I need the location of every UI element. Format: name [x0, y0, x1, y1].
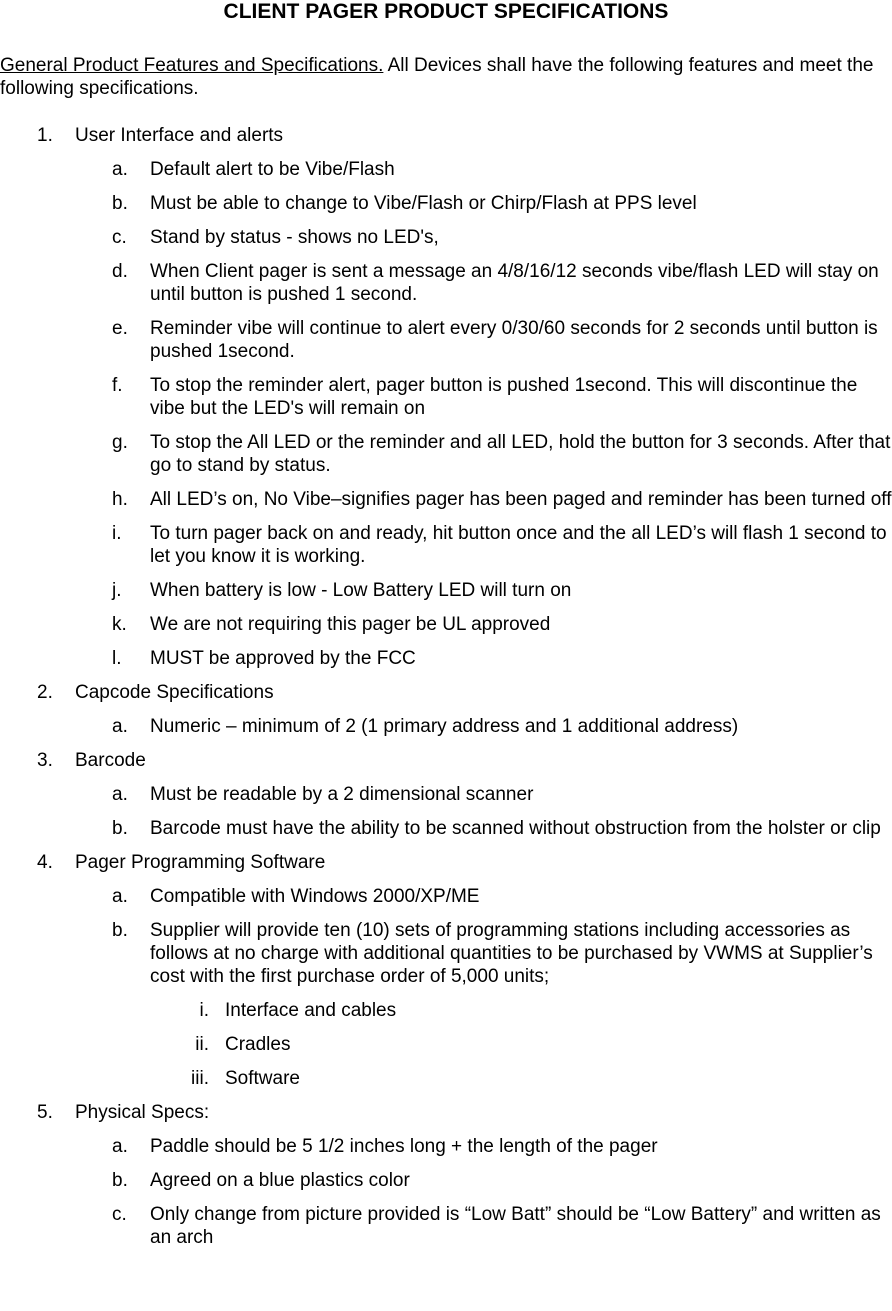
- list-marker: l.: [112, 648, 122, 669]
- section-heading: [0, 1101, 892, 1124]
- list-marker: c.: [112, 227, 127, 248]
- spec-subitem: [0, 999, 892, 1022]
- spec-item: [0, 919, 892, 988]
- spec-item: [0, 522, 892, 568]
- list-item-text: Pager Programming Software: [75, 852, 326, 873]
- list-marker: ii.: [195, 1034, 209, 1055]
- list-marker: b.: [112, 1170, 128, 1191]
- list-item-text: MUST be approved by the FCC: [150, 648, 416, 669]
- spec-item: [0, 579, 892, 602]
- list-marker: 3.: [37, 750, 53, 771]
- list-marker: a.: [112, 1136, 128, 1157]
- spec-item: [0, 488, 892, 511]
- list-marker: i.: [112, 523, 122, 544]
- spec-subitem: [0, 1067, 892, 1090]
- document-title: CLIENT PAGER PRODUCT SPECIFICATIONS: [223, 0, 669, 23]
- list-item-text: Stand by status - shows no LED's,: [150, 227, 439, 248]
- spec-item: [0, 226, 892, 249]
- list-marker: a.: [112, 716, 128, 737]
- spec-item: [0, 317, 892, 363]
- list-marker: iii.: [191, 1068, 209, 1089]
- list-item-text: Numeric – minimum of 2 (1 primary address and 1 additional address): [150, 716, 739, 737]
- list-marker: d.: [112, 261, 128, 282]
- list-item-text: Barcode: [75, 750, 146, 771]
- list-marker: 1.: [37, 125, 53, 146]
- list-item-text: Software: [225, 1068, 300, 1089]
- section-heading: [0, 124, 892, 147]
- spec-item: [0, 192, 892, 215]
- list-item-text: Agreed on a blue plastics color: [150, 1170, 410, 1191]
- list-marker: k.: [112, 614, 127, 635]
- list-item-text: Paddle should be 5 1/2 inches long + the length of the pager: [150, 1136, 658, 1157]
- list-item-text: All LED’s on, No Vibe–signifies pager has been paged and reminder has been turned off: [150, 489, 892, 510]
- spec-item: [0, 783, 892, 806]
- spec-list: [0, 124, 892, 1260]
- list-marker: b.: [112, 818, 128, 839]
- list-marker: a.: [112, 886, 128, 907]
- list-marker: b.: [112, 920, 128, 941]
- list-marker: g.: [112, 432, 128, 453]
- list-item-text: Compatible with Windows 2000/XP/ME: [150, 886, 480, 907]
- spec-item: [0, 1135, 892, 1158]
- section-heading: [0, 681, 892, 704]
- list-item-text: Must be readable by a 2 dimensional scanner: [150, 784, 534, 805]
- list-item-text: Physical Specs:: [75, 1102, 210, 1123]
- intro-paragraph: [0, 54, 890, 100]
- list-marker: 2.: [37, 682, 53, 703]
- spec-item: [0, 260, 892, 306]
- list-item-text: Reminder vibe will continue to alert every 0/30/60 seconds for 2 seconds until button is pushed 1second.: [150, 318, 878, 362]
- list-item-text: When Client pager is sent a message an 4/8/16/12 seconds vibe/flash LED will stay on until button is pushed 1 second.: [150, 261, 879, 305]
- list-item-text: Must be able to change to Vibe/Flash or Chirp/Flash at PPS level: [150, 193, 697, 214]
- list-item-text: Barcode must have the ability to be scanned without obstruction from the holster or clip: [150, 818, 881, 839]
- list-item-text: When battery is low - Low Battery LED will turn on: [150, 580, 572, 601]
- list-item-text: Only change from picture provided is “Low Batt” should be “Low Battery” and written as an arch: [150, 1204, 881, 1248]
- intro-heading: General Product Features and Specifications.: [0, 55, 384, 76]
- spec-item: [0, 885, 892, 908]
- spec-subitem: [0, 1033, 892, 1056]
- section-heading: [0, 749, 892, 772]
- list-item-text: Supplier will provide ten (10) sets of programming stations including accessories as follows at no charge with additional quantities to be purchased by VWMS at Supplier’s cost with the first purchase order of 5,000 units;: [150, 920, 873, 987]
- spec-item: [0, 1203, 892, 1249]
- list-item-text: Capcode Specifications: [75, 682, 274, 703]
- list-marker: f.: [112, 375, 123, 396]
- list-item-text: We are not requiring this pager be UL approved: [150, 614, 551, 635]
- spec-item: [0, 647, 892, 670]
- list-item-text: Default alert to be Vibe/Flash: [150, 159, 395, 180]
- list-marker: b.: [112, 193, 128, 214]
- spec-item: [0, 613, 892, 636]
- list-item-text: To stop the reminder alert, pager button is pushed 1second. This will discontinue the vibe but the LED's will remain on: [150, 375, 858, 419]
- list-item-text: To turn pager back on and ready, hit button once and the all LED’s will flash 1 second to let you know it is working.: [150, 523, 887, 567]
- list-marker: e.: [112, 318, 128, 339]
- list-marker: 4.: [37, 852, 53, 873]
- list-marker: a.: [112, 159, 128, 180]
- list-marker: i.: [199, 1000, 209, 1021]
- spec-item: [0, 374, 892, 420]
- list-item-text: Interface and cables: [225, 1000, 397, 1021]
- spec-item: [0, 1169, 892, 1192]
- list-item-text: Cradles: [225, 1034, 291, 1055]
- list-marker: 5.: [37, 1102, 53, 1123]
- spec-item: [0, 431, 892, 477]
- list-item-text: User Interface and alerts: [75, 125, 284, 146]
- list-marker: a.: [112, 784, 128, 805]
- list-marker: j.: [112, 580, 122, 601]
- spec-item: [0, 715, 892, 738]
- list-marker: h.: [112, 489, 128, 510]
- spec-item: [0, 817, 892, 840]
- intro-text: All Devices shall have the following features and meet the following specifications.: [0, 55, 874, 99]
- list-marker: c.: [112, 1204, 127, 1225]
- spec-item: [0, 158, 892, 181]
- list-item-text: To stop the All LED or the reminder and all LED, hold the button for 3 seconds. After that go to stand by status.: [150, 432, 891, 476]
- section-heading: [0, 851, 892, 874]
